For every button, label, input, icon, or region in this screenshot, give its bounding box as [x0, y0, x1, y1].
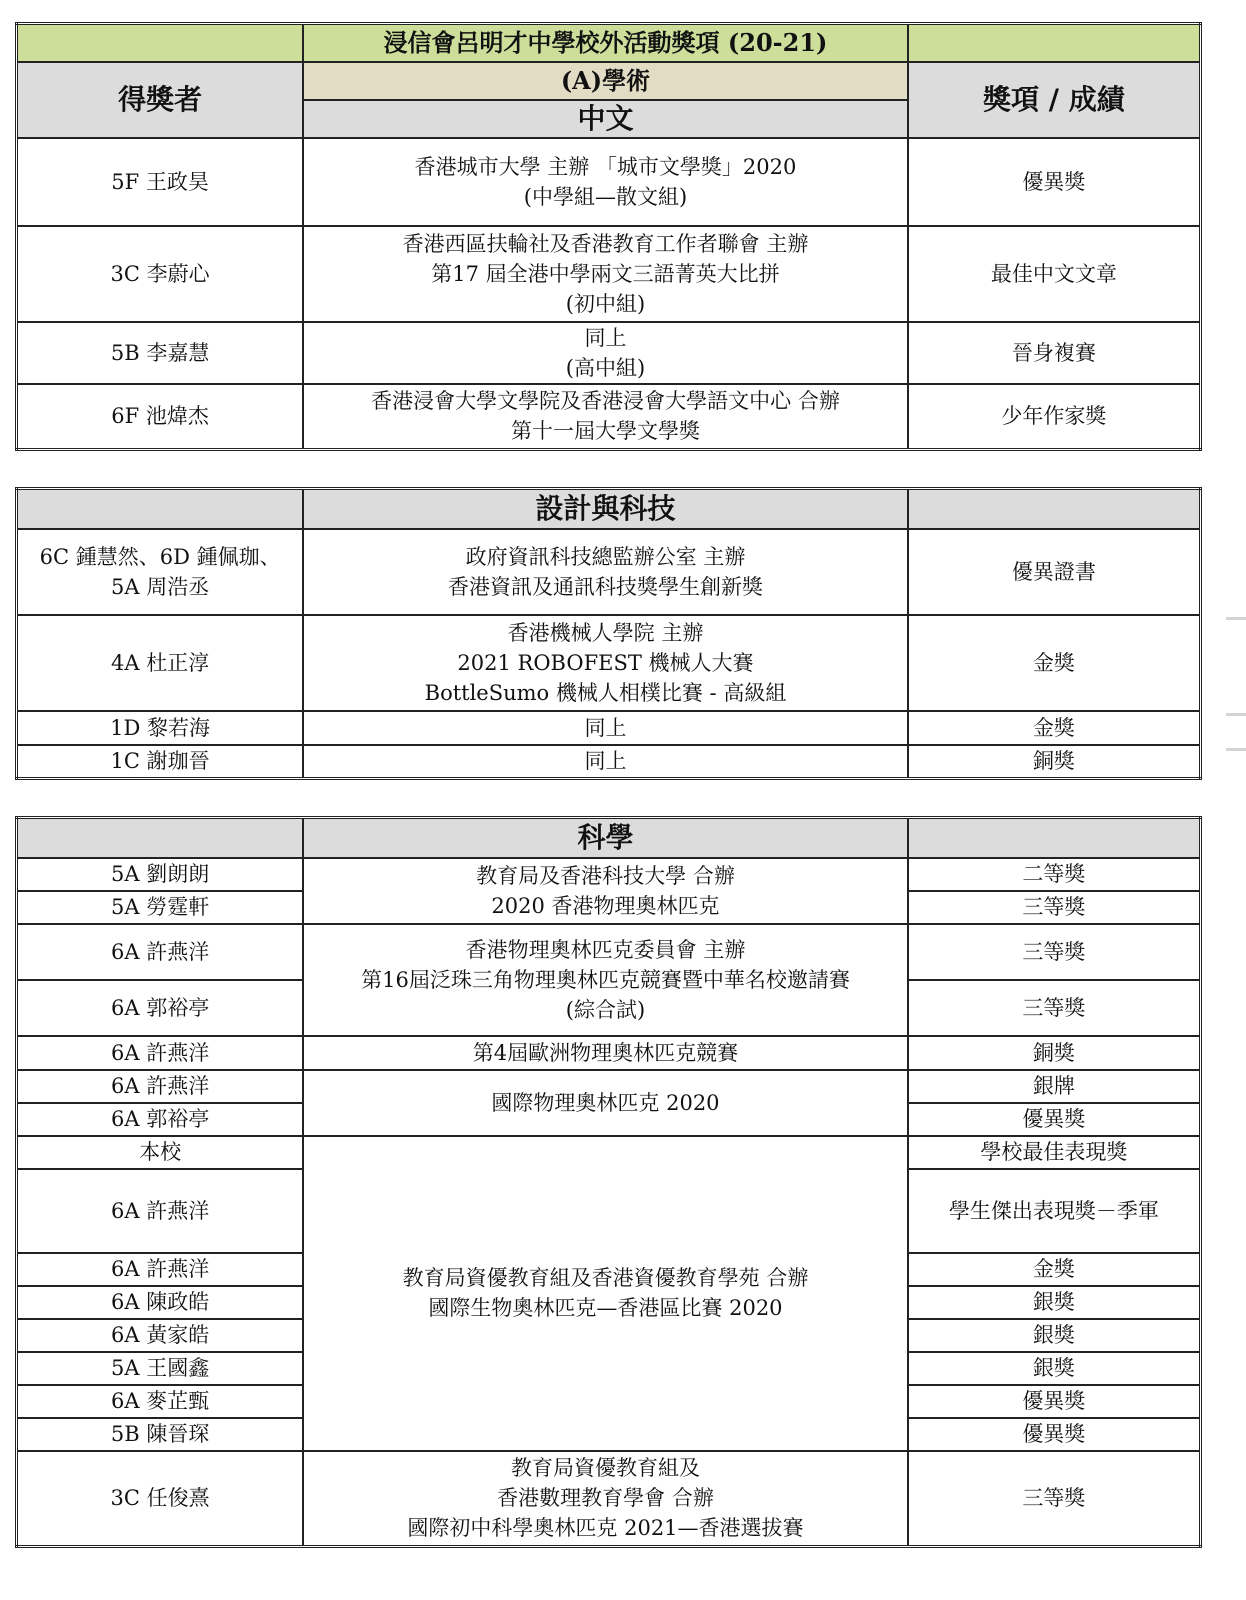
event-line: 香港城市大學 主辦 「城市文學獎」2020: [414, 154, 797, 179]
event-line: 香港西區扶輪社及香港教育工作者聯會 主辦: [402, 231, 809, 256]
awardee-cell: 本校: [17, 1136, 304, 1169]
event-cell: [303, 226, 908, 322]
event-cell: [303, 384, 908, 450]
result-cell: 學生傑出表現獎－季軍: [908, 1169, 1201, 1253]
result-cell: 優異獎: [908, 1418, 1201, 1451]
event-line: 香港機械人學院 主辦: [507, 620, 704, 645]
result-cell: 優異獎: [908, 138, 1201, 226]
event-cell: 同上: [303, 745, 908, 779]
awardee-cell: 5B 陳晉琛: [17, 1418, 304, 1451]
header-blank-right: [908, 489, 1201, 529]
event-cell: 國際物理奧林匹克 2020: [303, 1070, 908, 1136]
event-line: 政府資訊科技總監辦公室 主辦: [465, 544, 746, 569]
result-cell: 金獎: [908, 711, 1201, 745]
event-line: 國際生物奧林匹克—香港區比賽 2020: [428, 1296, 783, 1320]
awardee-cell: 6A 黃家皓: [17, 1319, 304, 1352]
result-cell: 晉身複賽: [908, 322, 1201, 384]
awardee-cell: 3C 任俊熹: [17, 1451, 304, 1547]
awards-table-chinese: [15, 22, 1202, 451]
event-cell: [303, 1451, 908, 1547]
awards-table-science: [15, 816, 1202, 1548]
header-blank-right: [908, 818, 1201, 858]
result-cell: 最佳中文文章: [908, 226, 1201, 322]
awardee-cell: 6A 郭裕亭: [17, 1103, 304, 1136]
awardee-cell: 6A 許燕洋: [17, 924, 304, 980]
awardee-cell: 5A 王國鑫: [17, 1352, 304, 1385]
result-cell: 三等獎: [908, 891, 1201, 924]
subject-header-chinese: 中文: [303, 100, 908, 138]
result-cell: 三等獎: [908, 980, 1201, 1036]
page-edge-mark: [1226, 748, 1246, 751]
awardee-cell: 6A 麥芷甄: [17, 1385, 304, 1418]
awardee-cell: 5A 勞霆軒: [17, 891, 304, 924]
awardee-cell: 3C 李蔚心: [17, 226, 304, 322]
result-cell: 少年作家獎: [908, 384, 1201, 450]
event-line: 2021 ROBOFEST 機械人大賽: [457, 650, 754, 675]
event-cell: [303, 138, 908, 226]
awardee-cell: 1C 謝珈晉: [17, 745, 304, 779]
subject-header-science: 科學: [303, 818, 908, 858]
awardee-line: 5A 周浩丞: [111, 574, 210, 599]
result-cell: 金獎: [908, 615, 1201, 711]
awardee-cell: 1D 黎若海: [17, 711, 304, 745]
awardee-cell: 5B 李嘉慧: [17, 322, 304, 384]
awardee-cell: 5A 劉朗朗: [17, 858, 304, 891]
header-blank-left: [17, 24, 304, 62]
awardee-cell: 5F 王政昊: [17, 138, 304, 226]
page-title: 浸信會呂明才中學校外活動獎項 (20-21): [303, 24, 908, 62]
result-cell: 優異獎: [908, 1103, 1201, 1136]
result-cell: 銀獎: [908, 1352, 1201, 1385]
event-cell: [303, 615, 908, 711]
result-cell: 銅獎: [908, 745, 1201, 779]
event-cell: 同上: [303, 711, 908, 745]
result-cell: 三等獎: [908, 1451, 1201, 1547]
category-header: (A)學術: [303, 62, 908, 100]
awardee-cell: 6A 許燕洋: [17, 1070, 304, 1103]
awardee-cell: 6F 池煒杰: [17, 384, 304, 450]
awardee-line: 6C 鍾慧然、6D 鍾佩珈、: [39, 544, 281, 569]
awardee-cell: 6A 陳政皓: [17, 1286, 304, 1319]
event-line: 教育局及香港科技大學 合辦: [476, 863, 735, 888]
awardee-cell: 6A 許燕洋: [17, 1036, 304, 1070]
result-cell: 三等獎: [908, 924, 1201, 980]
header-blank-left: [17, 818, 304, 858]
result-cell: 銅獎: [908, 1036, 1201, 1070]
col-header-awardee: 得獎者: [17, 62, 304, 138]
event-line: 第17 屆全港中學兩文三語菁英大比拼: [431, 261, 780, 286]
result-cell: 優異獎: [908, 1385, 1201, 1418]
subject-header-dt: 設計與科技: [303, 489, 908, 529]
result-cell: 銀牌: [908, 1070, 1201, 1103]
event-line: 香港浸會大學文學院及香港浸會大學語文中心 合辦: [371, 389, 840, 414]
event-cell: [303, 529, 908, 615]
page-edge-mark: [1226, 713, 1246, 716]
awardee-cell: 4A 杜正淳: [17, 615, 304, 711]
event-line: (高中組): [565, 355, 646, 380]
result-cell: 銀獎: [908, 1319, 1201, 1352]
event-line: 國際初中科學奧林匹克 2021—香港選拔賽: [407, 1516, 804, 1541]
awards-table-design-technology: [15, 487, 1202, 780]
result-cell: 學校最佳表現獎: [908, 1136, 1201, 1169]
event-line: 教育局資優教育組及: [510, 1456, 700, 1481]
event-cell: [303, 858, 908, 924]
event-cell: [303, 924, 908, 1036]
event-line: 香港數理教育學會 合辦: [497, 1486, 714, 1511]
awardee-cell: 6A 許燕洋: [17, 1169, 304, 1253]
result-cell: 二等獎: [908, 858, 1201, 891]
event-line: (中學組—散文組): [523, 184, 688, 209]
event-line: 同上: [584, 325, 627, 350]
awardee-cell: 6A 郭裕亭: [17, 980, 304, 1036]
event-line: (綜合試): [565, 997, 646, 1022]
page-edge-mark: [1226, 617, 1246, 620]
event-line: 第十一屆大學文學獎: [510, 419, 700, 444]
result-cell: 金獎: [908, 1253, 1201, 1286]
event-cell: [303, 322, 908, 384]
event-line: (初中組): [565, 291, 646, 316]
event-line: 2020 香港物理奧林匹克: [491, 893, 720, 918]
header-blank-right: [908, 24, 1201, 62]
result-cell: 銀獎: [908, 1286, 1201, 1319]
awardee-cell: [17, 529, 304, 615]
event-cell: 第4屆歐洲物理奧林匹克競賽: [303, 1036, 908, 1070]
event-line: BottleSumo 機械人相樸比賽 - 高級組: [424, 680, 787, 705]
awardee-cell: 6A 許燕洋: [17, 1253, 304, 1286]
header-blank-left: [17, 489, 304, 529]
event-line: 第16屆泛珠三角物理奧林匹克競賽暨中華名校邀請賽: [361, 967, 850, 992]
event-line: 香港物理奧林匹克委員會 主辦: [465, 937, 746, 962]
result-cell: 優異證書: [908, 529, 1201, 615]
col-header-result: 獎項 / 成績: [908, 62, 1201, 138]
event-line: 香港資訊及通訊科技獎學生創新獎: [447, 574, 763, 599]
event-line: 教育局資優教育組及香港資優教育學苑 合辦: [402, 1266, 809, 1290]
event-cell: [303, 1136, 908, 1451]
